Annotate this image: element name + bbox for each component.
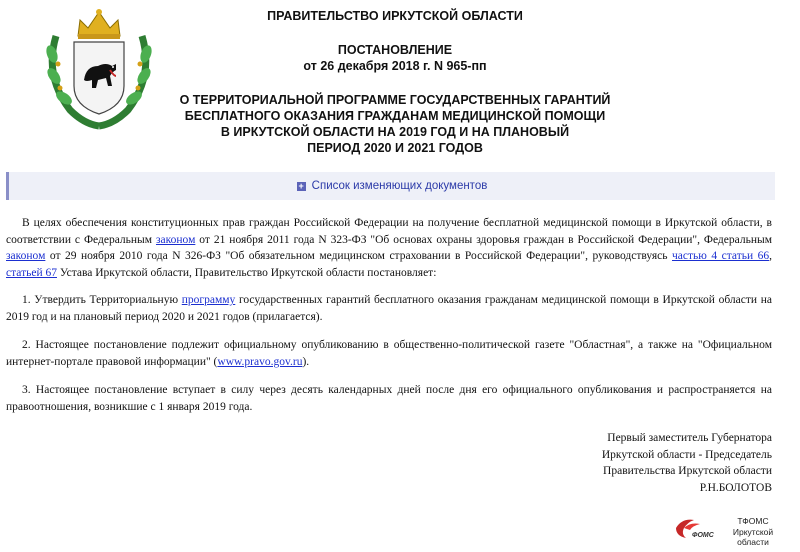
- changes-list-link[interactable]: Список изменяющих документов: [311, 180, 488, 192]
- signatory-name: Р.Н.БОЛОТОВ: [699, 481, 772, 494]
- item-text: 2. Настоящее постановление подлежит официальному опубликованию в общественно-политической газете "Областная", а также на "Официальном интернет-портале правовой информации" (: [6, 339, 772, 368]
- plus-icon[interactable]: +: [298, 180, 304, 191]
- resolution-item-1: [6, 292, 772, 325]
- changes-list-panel[interactable]: [6, 172, 775, 200]
- document-type: ПОСТАНОВЛЕНИЕ: [337, 43, 453, 57]
- tfoms-logo-icon: [672, 516, 718, 540]
- signature-line: Первый заместитель Губернатора: [607, 432, 772, 444]
- org-line: ТФОМС Иркутской: [732, 516, 774, 537]
- document-title: [160, 92, 630, 156]
- preamble-text: от 29 ноября 2010 года N 326-ФЗ "Об обязательном медицинском страховании в Российской Федерации", руководствуясь: [45, 250, 672, 262]
- preamble-text: В целях обеспечения конституционных прав граждан Российской Федерации на получение бесплатной медицинской помощи в Иркутской области, в соответствии с Федеральным: [6, 217, 772, 246]
- federal-law-323-link[interactable]: законом: [155, 233, 196, 246]
- government-name: ПРАВИТЕЛЬСТВО ИРКУТСКОЙ ОБЛАСТИ: [267, 9, 523, 23]
- title-line: В ИРКУТСКОЙ ОБЛАСТИ НА 2019 ГОД И НА ПЛАНОВЫЙ: [220, 125, 570, 139]
- item-text: ).: [302, 355, 310, 368]
- preamble-text: от 21 ноября 2011 года N 323-ФЗ "Об основах охраны здоровья граждан в Российской Федерации", Федеральным: [195, 233, 772, 246]
- preamble-text: Устава Иркутской области, Правительство Иркутской области постановляет:: [56, 266, 437, 279]
- irkutsk-coat-of-arms-emblem: [40, 6, 158, 130]
- signature-line: Правительства Иркутской области: [603, 465, 772, 477]
- title-line: О ТЕРРИТОРИАЛЬНОЙ ПРОГРАММЕ ГОСУДАРСТВЕННЫХ ГАРАНТИЙ: [179, 93, 611, 107]
- program-link[interactable]: программу: [181, 294, 236, 306]
- signature-block: [602, 430, 772, 496]
- item-text: 1. Утвердить Территориальную: [22, 294, 182, 306]
- article-66-link[interactable]: частью 4 статьи 66: [672, 250, 770, 262]
- item-text: государственных гарантий бесплатного оказания гражданам медицинской помощи в Иркутской области на 2019 год и на плановый период 2020 и 2021 годов (прилагается).: [6, 294, 772, 323]
- title-line: БЕСПЛАТНОГО ОКАЗАНИЯ ГРАЖДАНАМ МЕДИЦИНСКОЙ ПОМОЩИ: [184, 109, 606, 123]
- federal-law-326-link[interactable]: законом: [6, 250, 46, 262]
- resolution-item-3: [6, 382, 772, 415]
- preamble-text: ,: [769, 250, 772, 262]
- resolution-item-2: [6, 337, 772, 370]
- preamble-paragraph: [6, 215, 772, 281]
- title-line: ПЕРИОД 2020 И 2021 ГОДОВ: [307, 141, 483, 155]
- tfoms-logo-text: ФОМС: [692, 532, 714, 539]
- article-67-link[interactable]: статьей 67: [6, 266, 57, 279]
- org-line: области: [737, 537, 769, 547]
- document-date-number: от 26 декабря 2018 г. N 965-пп: [303, 59, 487, 73]
- signature-line: Иркутской области - Председатель: [601, 448, 772, 461]
- pravo-gov-link[interactable]: www.pravo.gov.ru: [217, 355, 303, 368]
- item-text: 3. Настоящее постановление вступает в силу через десять календарных дней после дня его официального опубликования и распространяется на правоотношения, возникшие с 1 января 2019 года.: [6, 384, 772, 413]
- tfoms-org-name: [718, 516, 788, 548]
